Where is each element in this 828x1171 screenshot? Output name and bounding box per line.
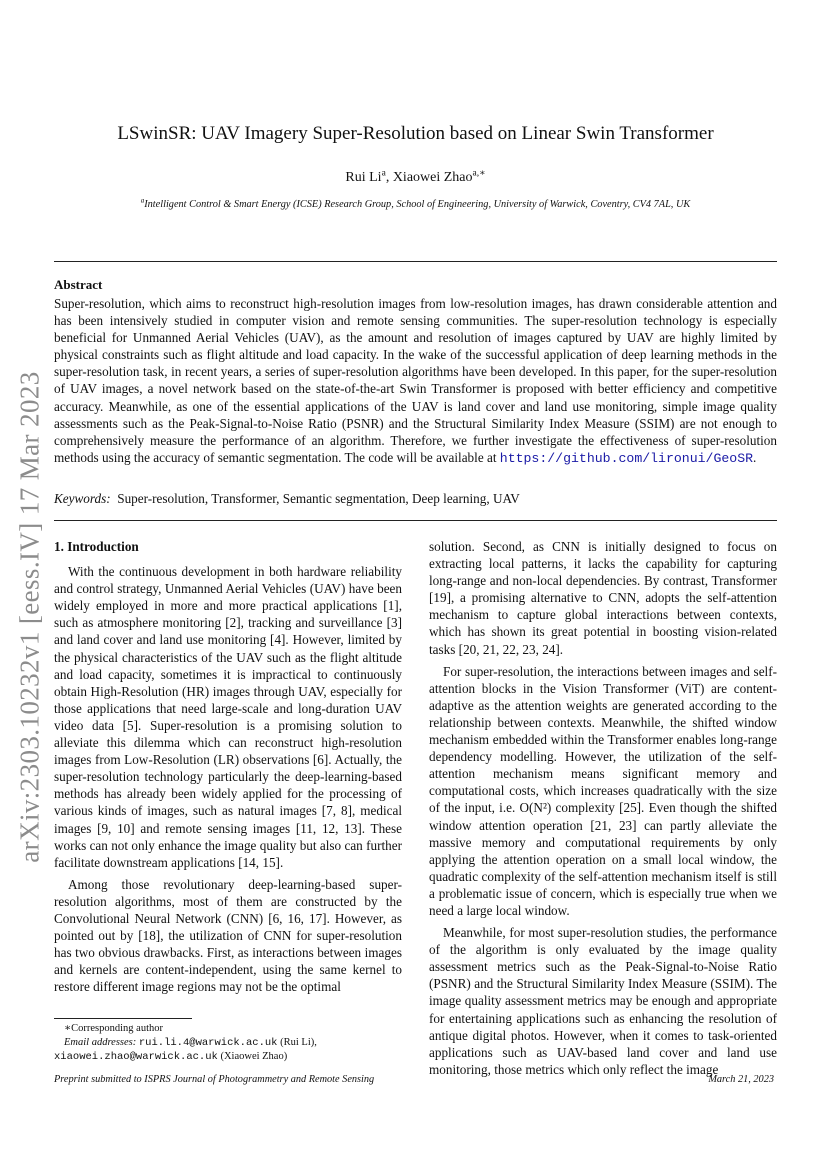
author-separator: , [385,170,393,185]
abstract-heading: Abstract [54,277,103,292]
arxiv-side-stamp [0,345,60,890]
email-owner: (Xiaowei Zhao) [217,1051,288,1062]
email-address[interactable]: xiaowei.zhao@warwick.ac.uk [54,1051,218,1063]
email-label: Email addresses: [64,1037,139,1048]
affiliation-mark: a [140,196,145,205]
email-address[interactable]: rui.li.4@warwick.ac.uk [138,1037,278,1049]
paragraph: For super-resolution, the interactions between images and self-attention blocks in the Vision Transformer (ViT) are content-adaptive as the attention weights are generated according to the relationship between contexts. Meanwhile, the shifted window mechanism embedded within the Transformer enables long-range dependency modelling. However, the utilization of the self-attention mechanism means significant memory and computational costs, which increases quadratically with the size of the input, i.e. O(N²) complexity [25]. Even though the shifted window attention operation [21, 23] can partly alleviate the massive memory and computational requirements by only applying the attention operation on a small local window, the quadratic complexity of the self-attention mechanism itself is still a problematic issue of concern, which is especially true when we need a large local window. [429,663,777,918]
paragraph: With the continuous development in both hardware reliability and control strategy, Unmanned Aerial Vehicles (UAV) have been widely employed in more and more practical applications [1], such as atmosphere monitoring [2], tracking and surveillance [3] and land cover and land use monitoring [4]. However, limited by the physical characteristics of the UAV such as the flight altitude and load capacity, sometimes it is impractical to continuously obtain High-Resolution (HR) images through UAV, especially for those applications that need large-scale and long-duration UAV video data [5]. Super-resolution is a promising solution to alleviate this dilemma which can reconstruct high-resolution images from Low-Resolution (LR) observations [6]. Actually, the super-resolution technology particularly the deep-learning-based methods has already been widely applied for the processing of various kinds of images, such as natural images [7, 8], medical images [9, 10] and remote sensing images [11, 12, 13]. These works can not only enhance the image quality but also can further facilitate downstream applications [14, 15]. [54,564,402,870]
keywords-text: Super-resolution, Transformer, Semantic segmentation, Deep learning, UAV [117,491,520,506]
author-affil-mark: a [381,168,386,179]
corresponding-author-note: ∗Corresponding author [64,1023,163,1034]
section-heading: 1. Introduction [54,539,139,554]
affiliation-text: Intelligent Control & Smart Energy (ICSE) Research Group, School of Engineering, University of Warwick, Coventry, CV4 7AL, UK [144,199,691,210]
author-name: Xiaowei Zhao [392,170,473,185]
email-line [54,1050,402,1064]
right-column [429,538,777,1083]
abstract-body [54,295,777,467]
keywords-label: Keywords: [54,491,111,506]
paragraph-continued: solution. Second, as CNN is initially designed to focus on extracting local patterns, it lacks the capability for capturing long-range and non-local dependencies. By contrast, Transformer [19], a promising alternative to CNN, adopts the self-attention mechanism to capture global interactions between contexts, which has shown its great potential in boosting vision-related tasks [20, 21, 22, 23, 24]. [429,539,777,657]
paragraph: Meanwhile, for most super-resolution studies, the performance of the algorithm is only evaluated by the image quality assessment metrics such as the Peak-Signal-to-Noise Ratio (PSNR) and the Structural Similarity Index Measure (SSIM). The image quality assessment metrics may be enough and appropriate for entertaining applications such as enhancing the resolution of antique digital photos. However, when it comes to task-oriented applications such as UAV-based land cover and land use monitoring, those metrics which only reflect the image [429,925,777,1077]
paper-title: LSwinSR: UAV Imagery Super-Resolution based on Linear Swin Transformer [117,123,714,144]
footer-date: March 21, 2023 [708,1074,774,1085]
email-owner: (Rui Li), [277,1037,317,1048]
author-list [54,170,777,186]
email-line [54,1036,402,1050]
footnote [54,1022,402,1064]
author-affil-mark: a,∗ [472,168,486,179]
footnote-rule [54,1018,192,1019]
paragraph: Among those revolutionary deep-learning-based super-resolution algorithms, most of them are constructed by the Convolutional Neural Network (CNN) [6, 16, 17]. However, as pointed out by [18], the utilization of CNN for super-resolution has two obvious drawbacks. First, as interactions between images and kernels are content-independent, using the same kernel to restore different image regions may not be the optimal [54,876,402,995]
left-column [54,538,402,1000]
abstract-top-rule [54,261,777,262]
code-link[interactable]: https://github.com/lironui/GeoSR [499,450,754,466]
author-name: Rui Li [345,170,382,185]
abstract-text: Super-resolution, which aims to reconstruct high-resolution images from low-resolution images, has drawn considerable attention and has been intensively studied in computer vision and remote sensing communities. The super-resolution technology is especially beneficial for Unmanned Aerial Vehicles (UAV), as the amount and resolution of images captured by UAV are highly limited by physical constraints such as flight altitude and load capacity. In the wake of the successful application of deep learning methods in the super-resolution task, in recent years, a series of super-resolution algorithms have been developed. In this paper, for the super-resolution of UAV images, a novel network based on the state-of-the-art Swin Transformer is proposed with better efficiency and competitive accuracy. Meanwhile, as one of the essential applications of the UAV is land cover and land use monitoring, simple image quality assessments such as the Peak-Signal-to-Noise Ratio (PSNR) and the Structural Similarity Index Measure (SSIM) are not enough to comprehensively measure the performance of an algorithm. Therefore, we further investigate the effectiveness of super-resolution methods using the accuracy of semantic segmentation. The code will be available at [54,296,777,465]
arxiv-identifier: arXiv:2303.10232v1 [eess.IV] 17 Mar 2023 [14,371,45,863]
footer-journal: Preprint submitted to ISPRS Journal of Photogrammetry and Remote Sensing [54,1074,375,1085]
affiliation [54,196,777,210]
abstract-bottom-rule [54,520,777,521]
keywords [54,491,777,507]
abstract-end: . [753,449,757,465]
